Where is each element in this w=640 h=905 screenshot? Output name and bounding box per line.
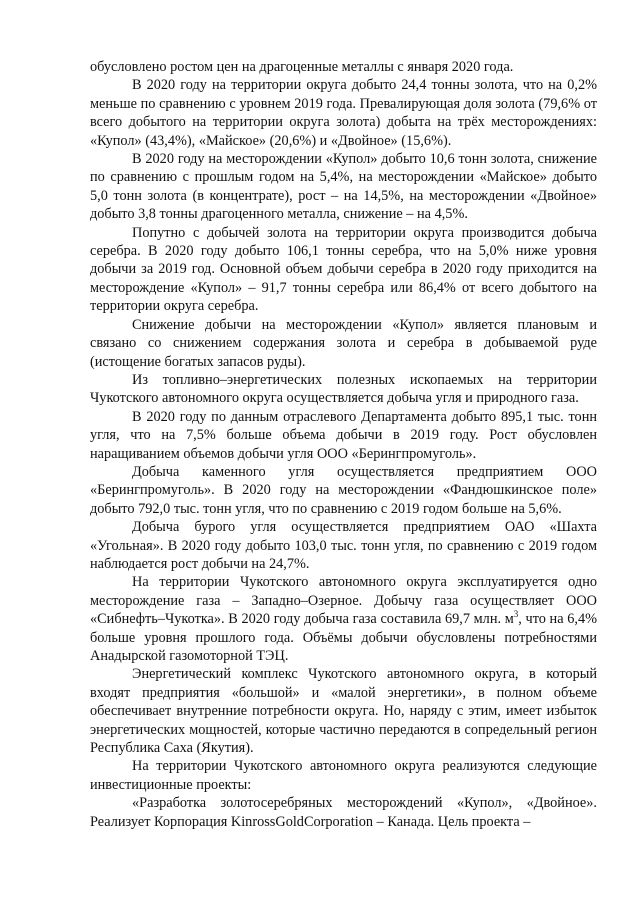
paragraph-continuation: обусловлено ростом цен на драгоценные металлы с января 2020 года. (90, 59, 514, 75)
document-page (90, 58, 597, 831)
paragraph-investment-intro: На территории Чукотского автономного округа реализуются следующие инвестиционные проекты: (90, 758, 597, 793)
paragraph-brown-coal: Добыча бурого угля осуществляется предприятием ОАО «Шахта «Угольная». В 2020 году добыто 103,0 тыс. тонн угля, по сравнению с 2019 годом наблюдается рост добычи на 24,7%. (90, 519, 597, 572)
paragraph-kupol-decline: Снижение добычи на месторождении «Купол» является плановым и связано со снижением содержания золота и серебра в добываемой руде (истощение богатых запасов руды). (90, 316, 597, 370)
paragraph-gold-deposits: В 2020 году на месторождении «Купол» добыто 10,6 тонн золота, снижение по сравнению с прошлым годом на 5,4%, на месторождении «Майское» добыто 5,0 тонн золота (в концентрате), рост – на 14,5%, на месторождении «Двойное» добыто 3,8 тонны драгоценного металла, снижение – на 4,5%. (90, 151, 597, 223)
gas-comma: , (518, 611, 522, 628)
cubic-superscript: 3 (513, 609, 519, 620)
paragraph-energy-complex: Энергетический комплекс Чукотского автономного округа, в который входят предприятия «большой» и «малой энергетики», в полном объеме обеспечивает внутренние потребности округа. Но, наряду с этим, имеет избыток энергетических мощностей, которые частично передаются в сопредельный регион Республика Саха (Якутия). (90, 666, 597, 757)
paragraph-hard-coal: Добыча каменного угля осуществляется предприятием ООО «Берингпромуголь». В 2020 году на месторождении «Фандюшкинское поле» добыто 792,0 тыс. тонн угля, что по сравнению с 2019 годом больше на 5,6%. (90, 463, 597, 517)
paragraph-gas (90, 573, 597, 665)
paragraph-silver: Попутно с добычей золота на территории округа производится добыча серебра. В 2020 году добыто 106,1 тонны серебра, что на 5,0% ниже уровня добычи за 2019 год. Основной объем добычи серебра в 2020 году приходится на месторождение «Купол» – 91,7 тонны серебра или 86,4% от всего добытого на территории округа серебра. (90, 224, 597, 315)
gas-text-start: На территории Чукотского автономного округа эксплуатируется одно месторождение газа – Западно–Озерное. Добычу газа осуществляет ООО «Сибнефть–Чукотка». В 2020 году добыча газа составила 69,7 млн. м (90, 574, 597, 628)
gas-text-end: что на 6,4% больше уровня прошлого года. Объёмы добычи обусловлены потребностями Анадырской газомоторной ТЭЦ. (90, 611, 598, 664)
paragraph-fuel-energy: Из топливно–энергетических полезных ископаемых на территории Чукотского автономного округа осуществляется добыча угля и природного газа. (90, 371, 597, 407)
paragraph-gold-total: В 2020 году на территории округа добыто 24,4 тонны золота, что на 0,2% меньше по сравнению с уровнем 2019 года. Превалирующая доля золота (79,6% от всего добытого на территории округа золота) добыта на трёх месторождениях: «Купол» (43,4%), «Майское» (20,6%) и «Двойное» (15,6%). (90, 77, 597, 149)
paragraph-coal-total: В 2020 году по данным отраслевого Департамента добыто 895,1 тыс. тонн угля, что на 7,5% больше объема добычи в 2019 году. Рост обусловлен наращиванием объемов добычи угля ООО «Берингпромуголь». (90, 408, 597, 462)
paragraph-investment-kupol: «Разработка золотосеребряных месторождений «Купол», «Двойное». Реализует Корпорация KinrossGoldCorporation – Канада. Цель проекта – (90, 795, 597, 830)
